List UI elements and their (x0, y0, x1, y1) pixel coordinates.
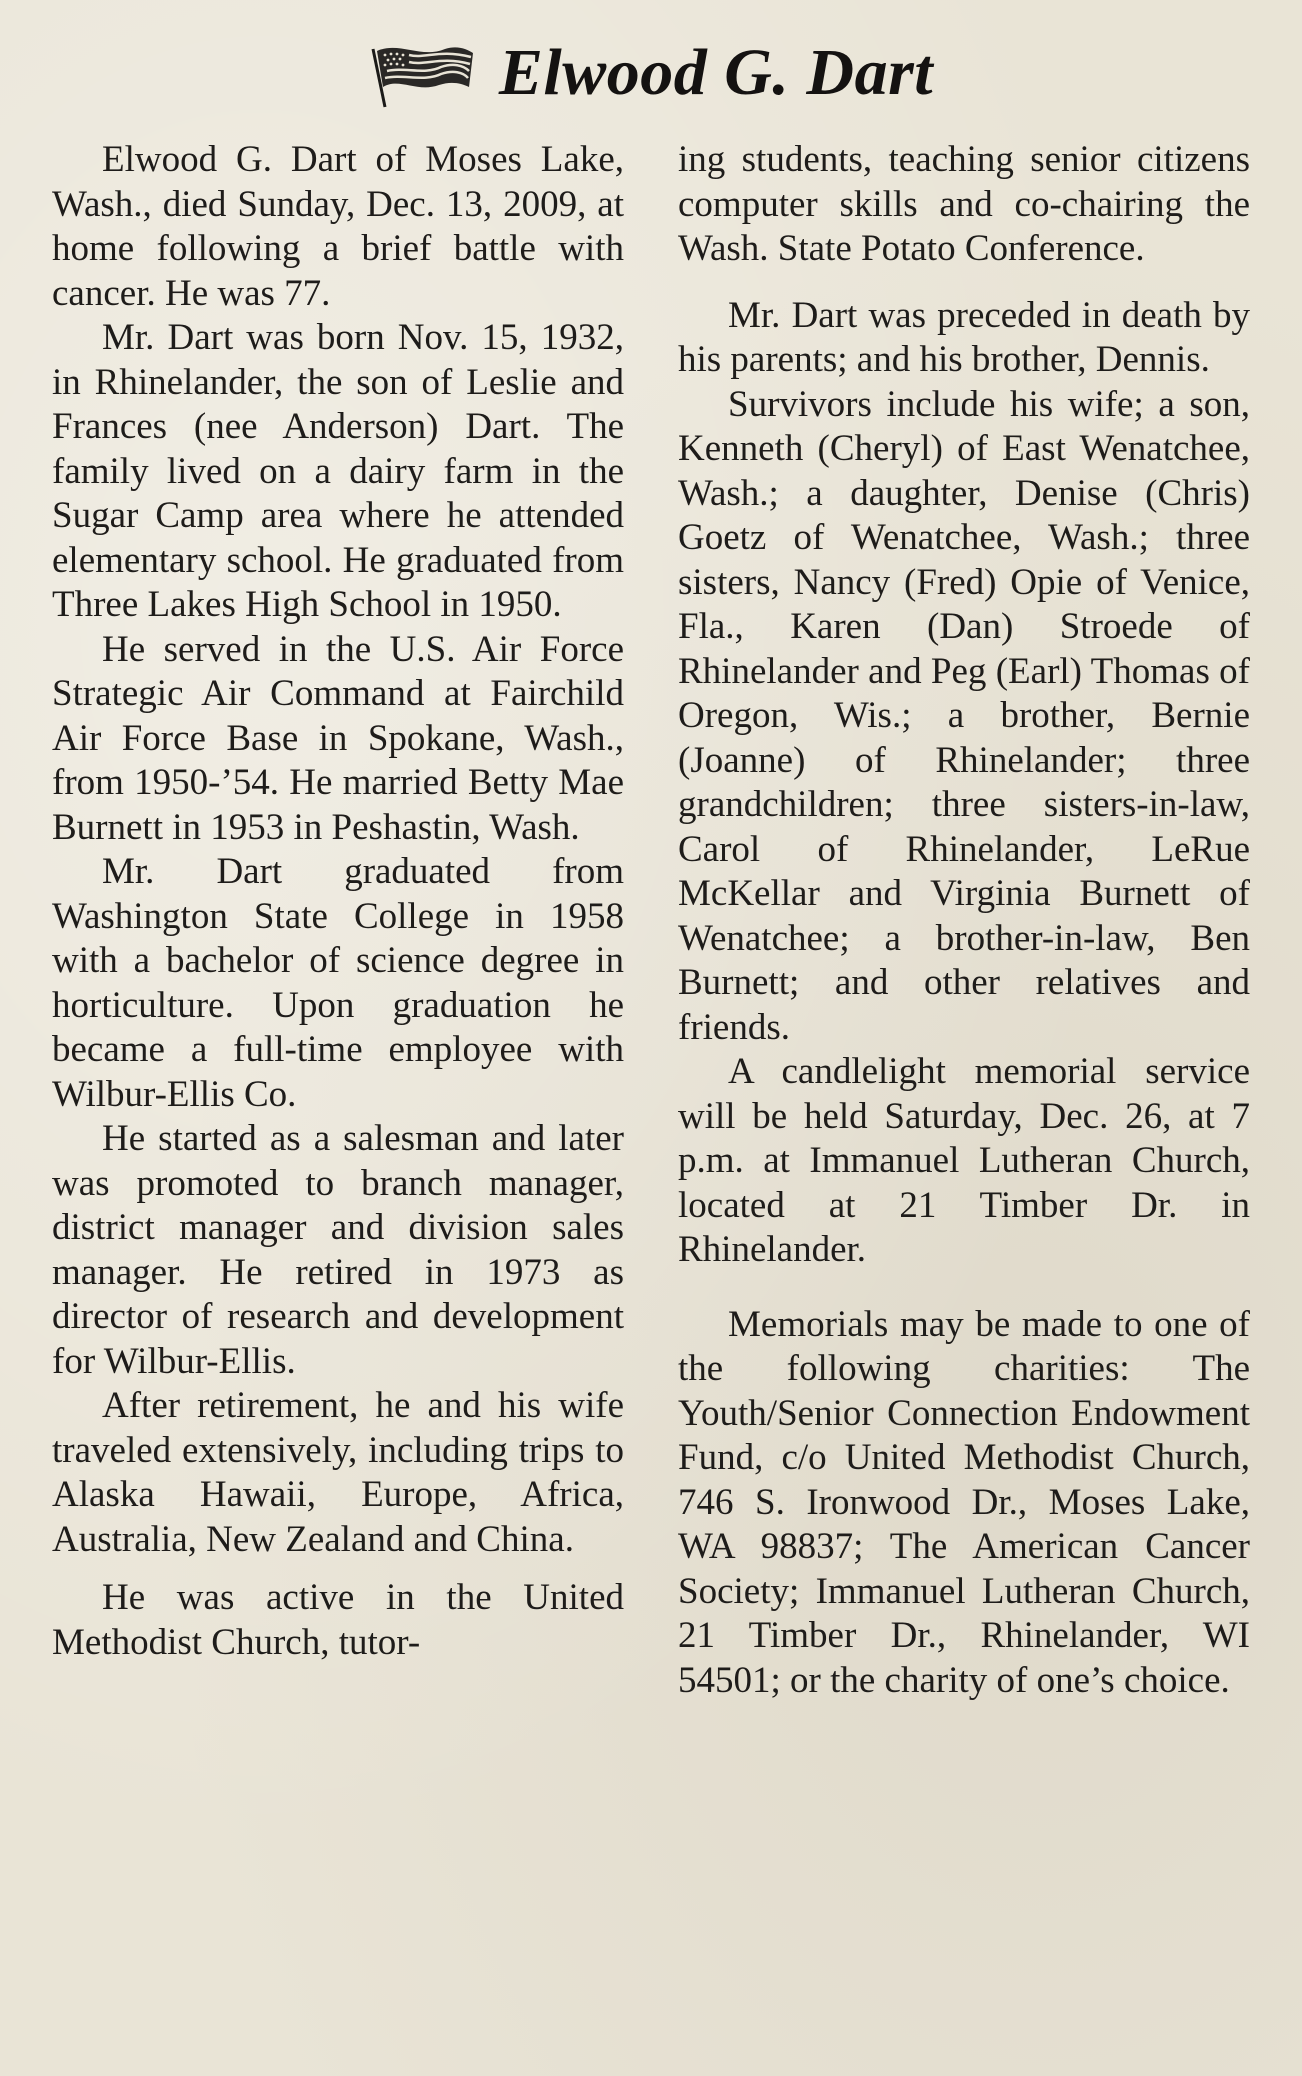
paragraph-memorials: Memorials may be made to one of the following charities: The Youth/Senior Connection Endowment Fund, c/o United Methodist Church, 746 S. Ironwood Dr., Moses Lake, WA 98837; The American Cancer Society; Immanuel Lutheran Church, 21 Timber Dr., Rhinelander, WI 54501; or the charity of one’s choice. (678, 1303, 1250, 1701)
obituary-left-column (52, 138, 624, 1665)
paragraph-retirement-travel: After retirement, he and his wife traveled extensively, including trips to Alaska Hawaii, Europe, Africa, Australia, New Zealand and China. (52, 1385, 624, 1560)
paragraph-survivors: Survivors include his wife; a son, Kenneth (Cheryl) of East Wenatchee, Wash.; a daughter, Denise (Chris) Goetz of Wenatchee, Wash.; three sisters, Nancy (Fred) Opie of Venice, Fla., Karen (Dan) Stroede of Rhinelander and Peg (Earl) Thomas of Oregon, Wis.; a brother, Bernie (Joanne) of Rhinelander; three grandchildren; three sisters-in-law, Carol of Rhinelander, LeRue McKellar and Virginia Burnett of Wenatchee; a brother-in-law, Ben Burnett; and other relatives and friends. (678, 383, 1250, 1048)
paragraph-education: Mr. Dart graduated from Washington State College in 1958 with a bachelor of science degree in horticulture. Upon graduation he became a full-time employee with Wilbur-Ellis Co. (52, 851, 624, 1115)
paragraph-military-service: He served in the U.S. Air Force Strategic Air Command at Fairchild Air Force Base in Spokane, Wash., from 1950-’54. He married Betty Mae Burnett in 1953 in Peshastin, Wash. (52, 628, 624, 848)
obituary-right-column (678, 138, 1250, 1703)
paragraph-church-activities-continued: ing students, teaching senior citizens computer skills and co-chairing the Wash. State Potato Conference. (678, 139, 1250, 269)
paragraph-career: He started as a salesman and later was promoted to branch manager, district manager and division sales manager. He retired in 1973 as director of research and development for Wilbur-Ellis. (52, 1118, 624, 1382)
paragraph-preceded-in-death: Mr. Dart was preceded in death by his parents; and his brother, Dennis. (678, 294, 1250, 380)
waving-american-flag-icon (369, 41, 477, 111)
paragraph-early-life: Mr. Dart was born Nov. 15, 1932, in Rhinelander, the son of Leslie and Frances (nee Anderson) Dart. The family lived on a dairy farm in the Sugar Camp area where he attended elementary school. He graduated from Three Lakes High School in 1950. (52, 317, 624, 625)
obituary-header (0, 18, 1302, 128)
paragraph-memorial-service: A candlelight memorial service will be held Saturday, Dec. 26, at 7 p.m. at Immanuel Lutheran Church, located at 21 Timber Dr. in Rhinelander. (678, 1051, 1250, 1270)
paragraph-death-notice: Elwood G. Dart of Moses Lake, Wash., died Sunday, Dec. 13, 2009, at home following a brief battle with cancer. He was 77. (52, 139, 624, 314)
obituary-title: Elwood G. Dart (498, 36, 934, 109)
paragraph-church-activities: He was active in the United Methodist Church, tutor- (52, 1577, 624, 1663)
